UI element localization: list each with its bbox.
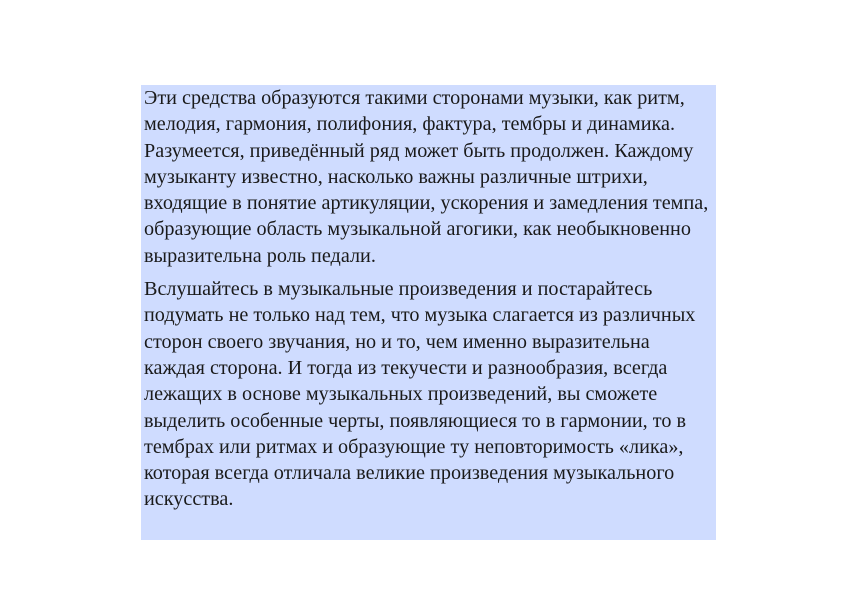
text-block — [141, 85, 716, 540]
paragraph-1: Эти средства образуются такими сторонами музыки, как ритм, мелодия, гармония, полифония, фактура, тембры и динамика. Разумеется, приведённый ряд может быть продолжен. Каждому музыканту известно, насколько важны различные штрихи, входящие в понятие артикуляции, ускорения и замедления темпа, образующие область музыкальной агогики, как необыкновенно выразительна роль педали. — [144, 87, 709, 267]
paragraph-2: Вслушайтесь в музыкальные произведения и постарайтесь подумать не только над тем, что музыка слагается из различных сторон своего звучания, но и то, чем именно выразительна каждая сторона. И тогда из текучести и разнообразия, всегда лежащих в основе музыкальных произведений, вы сможете выделить особенные черты, появляющиеся то в гармонии, то в тембрах или ритмах и образующие ту неповторимость «лика», которая всегда отличала великие произведения музыкального искусства. — [144, 278, 696, 511]
